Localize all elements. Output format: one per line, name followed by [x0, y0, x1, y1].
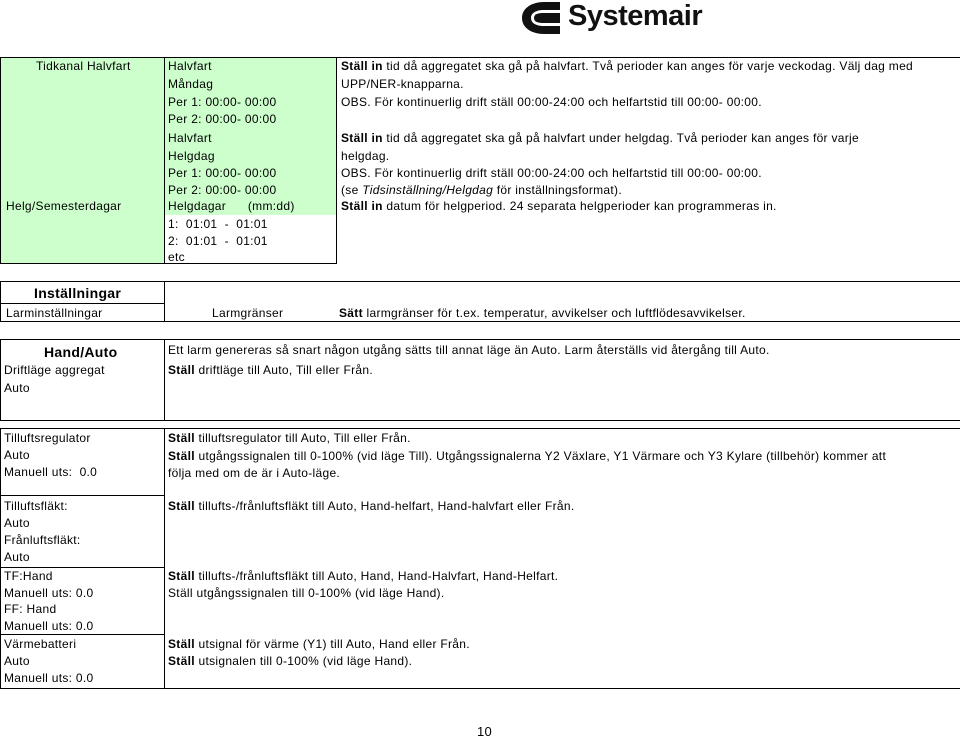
row2-value-day: Helgdag	[168, 149, 215, 163]
row2-desc-line1: Ställ in tid då aggregatet ska gå på halvfart under helgdag. Två perioder kan anges för varje	[341, 131, 859, 145]
g2-value-1: Auto	[4, 516, 30, 530]
row2-value-per2: Per 2: 00:00- 00:00	[168, 183, 277, 197]
section2-value: Larmgränser	[212, 306, 284, 320]
row3-value-header: Helgdagar (mm:dd)	[168, 199, 295, 213]
g1-desc-line2: Ställ utgångssignalen till 0-100% (vid läge Till). Utgångssignalerna Y2 Växlare, Y1 Värmare och Y3 Kylare (tillbehör) kommer att	[168, 449, 887, 463]
row1-value-per2: Per 2: 00:00- 00:00	[168, 112, 277, 126]
row3-value-1: 1: 01:01 - 01:01	[168, 217, 268, 231]
g4-value-0: Värmebatteri	[4, 637, 77, 651]
row2-desc-line3: OBS. För kontinuerlig drift ställ 00:00-24:00 och helfartstid till 00:00- 00:00.	[341, 166, 762, 180]
g4-value-2: Manuell uts: 0.0	[4, 671, 94, 685]
g1-desc-line3: följa med om de är i Auto-läge.	[168, 466, 341, 480]
row1-desc-line3: OBS. För kontinuerlig drift ställ 00:00-24:00 och helfartstid till 00:00- 00:00.	[341, 95, 762, 109]
row2-value-per1: Per 1: 00:00- 00:00	[168, 166, 277, 180]
g1-desc-line1: Ställ tilluftsregulator till Auto, Till eller Från.	[168, 431, 411, 445]
g3-value-2: FF: Hand	[4, 602, 57, 616]
g3-desc-line1: Ställ tillufts-/frånluftsfläkt till Auto, Hand, Hand-Halvfart, Hand-Helfart.	[168, 569, 559, 583]
row3-desc: Ställ in datum för helgperiod. 24 separata helgperioder kan programmeras in.	[341, 199, 777, 213]
g1-value-0: Tilluftsregulator	[4, 431, 91, 445]
row1-desc-line2: UPP/NER-knapparna.	[341, 77, 464, 91]
section3-value-0: Driftläge aggregat	[4, 363, 105, 377]
g2-value-3: Auto	[4, 550, 30, 564]
brand-name: Systemair	[568, 0, 703, 32]
row2-desc-line2: helgdag.	[341, 149, 390, 163]
row1-value-day: Måndag	[168, 77, 214, 91]
page-number: 10	[477, 724, 493, 739]
g2-value-0: Tilluftsfläkt:	[4, 499, 68, 513]
row-label-helg: Helg/Semesterdagar	[6, 199, 122, 213]
section3-value-1: Auto	[4, 381, 30, 395]
section3-desc-line2: Ställ driftläge till Auto, Till eller Från.	[168, 363, 373, 377]
g4-desc-line2: Ställ utsignalen till 0-100% (vid läge Hand).	[168, 654, 413, 668]
g2-value-2: Frånluftsfläkt:	[4, 533, 81, 547]
g1-value-1: Auto	[4, 448, 30, 462]
row-label-tidkanal: Tidkanal Halvfart	[36, 59, 131, 73]
section1-green-label	[0, 58, 164, 263]
section3-desc-line1: Ett larm genereras så snart någon utgång sätts till annat läge än Auto. Larm återställs vid återgång till Auto.	[168, 343, 770, 357]
row1-value-mode: Halvfart	[168, 59, 212, 73]
row1-value-per1: Per 1: 00:00- 00:00	[168, 95, 277, 109]
g3-desc-line2: Ställ utgångssignalen till 0-100% (vid läge Hand).	[168, 586, 445, 600]
section2-desc: Sätt larmgränser för t.ex. temperatur, avvikelser och luftflödesavvikelser.	[339, 306, 746, 320]
g3-value-0: TF:Hand	[4, 569, 53, 583]
g4-desc-line1: Ställ utsignal för värme (Y1) till Auto, Hand eller Från.	[168, 637, 470, 651]
row3-value-etc: etc	[168, 250, 185, 264]
g1-value-2: Manuell uts: 0.0	[4, 465, 98, 479]
section3-header: Hand/Auto	[44, 344, 118, 360]
row2-desc-ref: (se Tidsinställning/Helgdag för inställningsformat).	[341, 183, 622, 197]
logo-mark-icon	[520, 2, 562, 34]
section2-header: Inställningar	[34, 285, 122, 301]
g3-value-1: Manuell uts: 0.0	[4, 586, 94, 600]
g4-value-1: Auto	[4, 654, 30, 668]
row2-value-mode: Halvfart	[168, 131, 212, 145]
g3-value-3: Manuell uts: 0.0	[4, 619, 94, 633]
row1-desc-line1: Ställ in tid då aggregatet ska gå på halvfart. Två perioder kan anges för varje veckodag. Välj dag med	[341, 59, 914, 73]
g2-desc-line1: Ställ tillufts-/frånluftsfläkt till Auto, Hand-helfart, Hand-halvfart eller Från.	[168, 499, 575, 513]
row3-value-2: 2: 01:01 - 01:01	[168, 234, 268, 248]
section2-label: Larminställningar	[6, 306, 103, 320]
